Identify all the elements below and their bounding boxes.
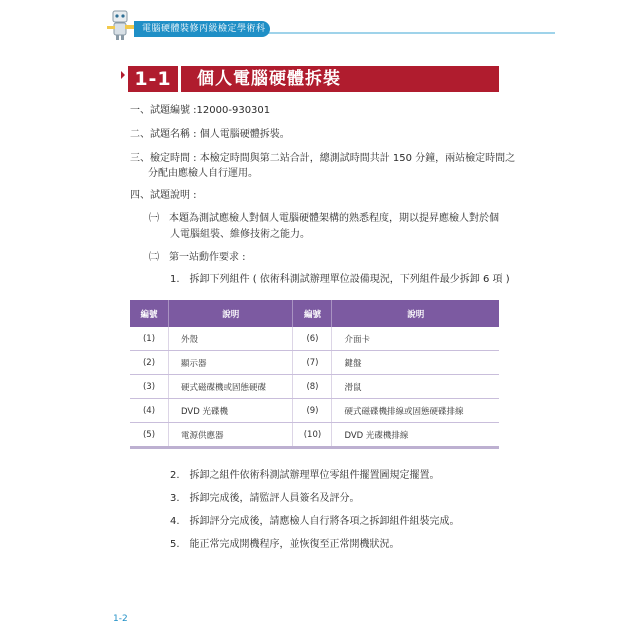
table-cell: (1) (130, 327, 169, 351)
table-header-cell: 編號 (130, 300, 169, 327)
step-2: 2. 拆卸之組件依術科測試辦理單位零組件擺置圖規定擺置。 (170, 470, 440, 481)
section-title: 個人電腦硬體拆裝 (181, 66, 499, 92)
exam-name: 二、試題名稱 : 個人電腦硬體拆裝。 (130, 129, 290, 140)
table-cell: (5) (130, 423, 169, 448)
step-4: 4. 拆卸評分完成後，請應檢人自行將各項之拆卸組件組裝完成。 (170, 516, 460, 527)
table-cell: 介面卡 (332, 327, 499, 351)
table-header-cell: 說明 (332, 300, 499, 327)
table-row (130, 423, 499, 448)
exam-code: 一、試題編號 :12000-930301 (130, 105, 271, 116)
desc2-heading: ㈡ 第一站動作要求 : (149, 252, 246, 263)
table-cell: (6) (293, 327, 332, 351)
step-1: 1. 拆卸下列組件 ( 依術科測試辦理單位設備現況，下列組件最少拆卸 6 項 ) (170, 274, 510, 285)
table-header-cell: 編號 (293, 300, 332, 327)
table-header-cell: 說明 (169, 300, 293, 327)
table-cell: (8) (293, 375, 332, 399)
table-cell: (3) (130, 375, 169, 399)
table-cell: (9) (293, 399, 332, 423)
book-title-tab: 電腦硬體裝修丙級檢定學術科 (134, 21, 270, 37)
table-cell: 鍵盤 (332, 351, 499, 375)
section-number: 1-1 (128, 66, 178, 92)
table-cell: 滑鼠 (332, 375, 499, 399)
table-cell: 顯示器 (169, 351, 293, 375)
page-number: 1-2 (113, 614, 128, 624)
table-cell: 硬式磁碟機或固態硬碟 (169, 375, 293, 399)
table-row (130, 327, 499, 351)
table-header-row (130, 300, 499, 327)
table-cell: (2) (130, 351, 169, 375)
table-cell: (7) (293, 351, 332, 375)
table-row (130, 399, 499, 423)
table-row (130, 351, 499, 375)
desc1-line1: ㈠ 本題為測試應檢人對個人電腦硬體架構的熟悉程度，期以提昇應檢人對於個 (149, 213, 499, 224)
table-cell: 硬式磁碟機排線或固態硬碟排線 (332, 399, 499, 423)
table-cell: 電源供應器 (169, 423, 293, 448)
components-table (130, 300, 499, 449)
table-cell: 外殼 (169, 327, 293, 351)
table-cell: (10) (293, 423, 332, 448)
table-row (130, 375, 499, 399)
step-5: 5. 能正常完成開機程序，並恢復至正常開機狀況。 (170, 539, 400, 550)
robot-mascot-icon (104, 8, 138, 42)
table-cell: DVD 光碟機 (169, 399, 293, 423)
desc1-line2: 人電腦組裝、維修技術之能力。 (170, 229, 310, 240)
title-arrow-icon (121, 71, 125, 79)
table-cell: DVD 光碟機排線 (332, 423, 499, 448)
exam-time-line1: 三、檢定時間 : 本檢定時間與第二站合計，總測試時間共計 150 分鐘，兩站檢定時間之 (130, 153, 516, 164)
exam-desc-heading: 四、試題說明 : (130, 190, 197, 201)
table-cell: (4) (130, 399, 169, 423)
step-3: 3. 拆卸完成後，請監評人員簽名及評分。 (170, 493, 360, 504)
exam-time-line2: 分配由應檢人自行運用。 (148, 168, 258, 179)
